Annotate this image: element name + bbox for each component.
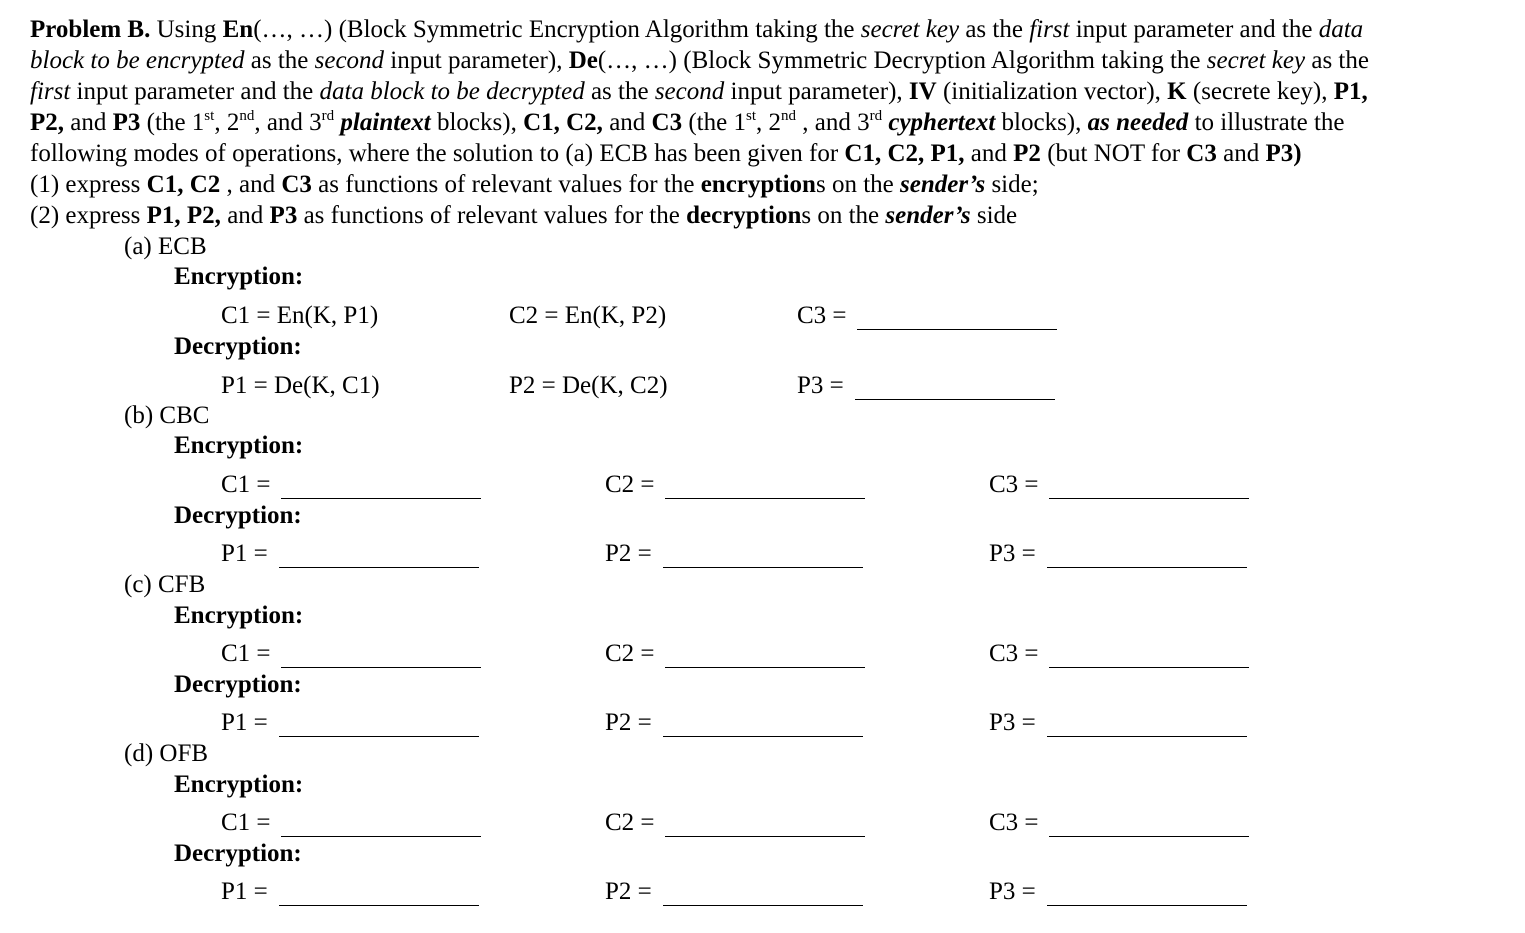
decryption-heading-cfb: Decryption: [174,671,302,698]
cbc-p2-label: P2 = [605,540,652,567]
ofb-c3-answer-blank[interactable] [1049,836,1249,837]
statement-text-run: De [568,47,598,74]
section-label-cfb: (c) CFB [124,571,206,598]
section-label-ofb: (d) OFB [124,740,209,767]
statement-text-run: (the 1 [140,109,205,136]
statement-text-run: Problem B. [30,16,151,43]
statement-text-run: side; [985,171,1039,198]
section-label-cbc: (b) CBC [124,402,210,429]
statement-text-run: , and [220,171,282,198]
statement-text-run: , 2 [756,109,781,136]
statement-text-run: (…, …) (Block Symmetric Decryption Algorithm taking the [597,47,1207,74]
statement-text-run: (1) express [30,171,147,198]
cbc-c2-label: C2 = [605,471,655,498]
statement-text-run: nd [781,107,796,124]
statement-text-run: sender’s [900,171,986,198]
encryption-heading-cfb: Encryption: [174,602,304,629]
statement-text-run: P3 [112,109,141,136]
ofb-p3-answer-blank[interactable] [1047,905,1247,906]
ofb-c1-answer-blank[interactable] [281,836,481,837]
ecb-c1-formula: C1 = En(K, P1) [221,302,379,329]
statement-line-5 [30,138,1510,169]
ofb-p1-label: P1 = [221,878,268,905]
statement-text-run: blocks), [995,109,1088,136]
cbc-c1-answer-blank[interactable] [281,498,481,499]
statement-text-run: sender’s [885,202,971,229]
statement-text-run: input parameter), [724,78,909,105]
statement-text-run: secret key [860,16,960,43]
decryption-heading-cbc: Decryption: [174,502,302,529]
cfb-c3-label: C3 = [989,640,1039,667]
cbc-p2-answer-blank[interactable] [663,567,863,568]
statement-line-3 [30,76,1510,107]
statement-text-run: as the [1305,47,1369,74]
statement-text-run: second [654,78,725,105]
ofb-p2-answer-blank[interactable] [663,905,863,906]
ofb-c2-label: C2 = [605,809,655,836]
decryption-heading-ecb: Decryption: [174,333,302,360]
statement-text-run: P1, [1333,78,1368,105]
statement-text-run: , and 3 [796,109,870,136]
ofb-p1-answer-blank[interactable] [279,905,479,906]
cbc-c2-answer-blank[interactable] [665,498,865,499]
statement-text-run: (the 1 [682,109,746,136]
statement-text-run: IV [908,78,937,105]
statement-text-run: (initialization vector), [936,78,1168,105]
statement-text-run: P2, [30,109,65,136]
statement-text-run: first [1029,16,1070,43]
cfb-c3-answer-blank[interactable] [1049,667,1249,668]
decryption-heading-ofb: Decryption: [174,840,302,867]
statement-text-run: s on the [815,171,900,198]
statement-text-run: data block to be decrypted [319,78,585,105]
cbc-p1-answer-blank[interactable] [279,567,479,568]
statement-text-run: and [1216,140,1266,167]
statement-text-run: blocks), [430,109,524,136]
statement-text-run: (2) express [30,202,147,229]
statement-text-run: P3 [269,202,298,229]
ofb-c3-label: C3 = [989,809,1039,836]
problem-statement [30,14,1510,231]
statement-text-run: as the [244,47,315,74]
statement-text-run: side [970,202,1018,229]
statement-text-run: P2 [1013,140,1041,167]
statement-text-run: C3 [651,109,683,136]
statement-line-1 [30,14,1510,45]
cbc-c1-label: C1 = [221,471,271,498]
statement-text-run: and [602,109,652,136]
statement-text-run: C1, C2, [523,109,603,136]
statement-text-run: as needed [1087,109,1189,136]
statement-text-run: first [30,78,71,105]
statement-text-run: input parameter and the [1069,16,1319,43]
cfb-p2-label: P2 = [605,709,652,736]
cfb-c1-label: C1 = [221,640,271,667]
statement-text-run: rd [869,107,883,124]
statement-text-run: C1, C2, P1, [844,140,965,167]
statement-text-run: input parameter), [384,47,569,74]
cfb-p2-answer-blank[interactable] [663,736,863,737]
statement-text-run: plaintext [340,109,431,136]
statement-text-run: secret key [1206,47,1306,74]
statement-text-run: K [1167,78,1187,105]
statement-text-run: and [964,140,1014,167]
ecb-c3-answer-blank[interactable] [857,329,1057,330]
cbc-p3-label: P3 = [989,540,1036,567]
statement-text-run: C3 [281,171,312,198]
ecb-c2-formula: C2 = En(K, P2) [509,302,667,329]
encryption-heading-ofb: Encryption: [174,771,304,798]
statement-text-run: data [1318,16,1364,43]
statement-text-run: (secrete key), [1186,78,1334,105]
statement-text-run: cyphertext [888,109,996,136]
statement-text-run: rd [321,107,335,124]
statement-text-run: st [745,107,756,124]
ecb-p3-answer-blank[interactable] [855,399,1055,400]
ecb-p2-formula: P2 = De(K, C2) [509,372,668,399]
statement-text-run: nd [239,107,255,124]
statement-text-run: C1, C2 [146,171,221,198]
ofb-p3-label: P3 = [989,878,1036,905]
statement-text-run: as functions of relevant values for the [297,202,687,229]
cfb-c1-answer-blank[interactable] [281,667,481,668]
statement-text-run: C3 [1186,140,1217,167]
cfb-p3-label: P3 = [989,709,1036,736]
statement-text-run: as the [959,16,1030,43]
section-label-ecb: (a) ECB [124,233,207,260]
statement-text-run: decryption [686,202,802,229]
statement-text-run: and [220,202,270,229]
statement-line-2 [30,45,1510,76]
statement-text-run: to illustrate the [1188,109,1345,136]
ecb-c3-label: C3 = [797,302,847,329]
cfb-p1-answer-blank[interactable] [279,736,479,737]
ecb-p1-formula: P1 = De(K, C1) [221,372,380,399]
statement-text-run: input parameter and the [70,78,320,105]
statement-text-run: block to be encrypted [30,47,245,74]
statement-text-run: following modes of operations, where the solution to (a) ECB has been given for [30,140,845,167]
statement-line-6 [30,169,1510,200]
cfb-p1-label: P1 = [221,709,268,736]
statement-text-run: (but NOT for [1040,140,1187,167]
cbc-p1-label: P1 = [221,540,268,567]
statement-text-run: and [64,109,113,136]
statement-text-run: , and 3 [254,109,322,136]
statement-text-run: (…, …) (Block Symmetric Encryption Algorithm taking the [253,16,861,43]
statement-text-run: , 2 [214,109,240,136]
cbc-p3-answer-blank[interactable] [1047,567,1247,568]
statement-text-run: second [314,47,385,74]
cbc-c3-label: C3 = [989,471,1039,498]
statement-text-run: as the [584,78,655,105]
statement-text-run: P1, P2, [146,202,221,229]
statement-text-run: st [204,107,215,124]
cfb-p3-answer-blank[interactable] [1047,736,1247,737]
cbc-c3-answer-blank[interactable] [1049,498,1249,499]
ecb-p3-label: P3 = [797,372,844,399]
statement-text-run: encryption [700,171,816,198]
statement-text-run: En [222,16,254,43]
statement-text-run: as functions of relevant values for the [311,171,701,198]
statement-text-run: s on the [801,202,886,229]
statement-text-run: P3) [1265,140,1302,167]
cfb-c2-answer-blank[interactable] [665,667,865,668]
statement-line-7 [30,200,1510,231]
statement-line-4 [30,107,1510,138]
encryption-heading-cbc: Encryption: [174,432,304,459]
encryption-heading-ecb: Encryption: [174,263,304,290]
ofb-p2-label: P2 = [605,878,652,905]
ofb-c2-answer-blank[interactable] [665,836,865,837]
ofb-c1-label: C1 = [221,809,271,836]
cfb-c2-label: C2 = [605,640,655,667]
statement-text-run: Using [150,16,223,43]
